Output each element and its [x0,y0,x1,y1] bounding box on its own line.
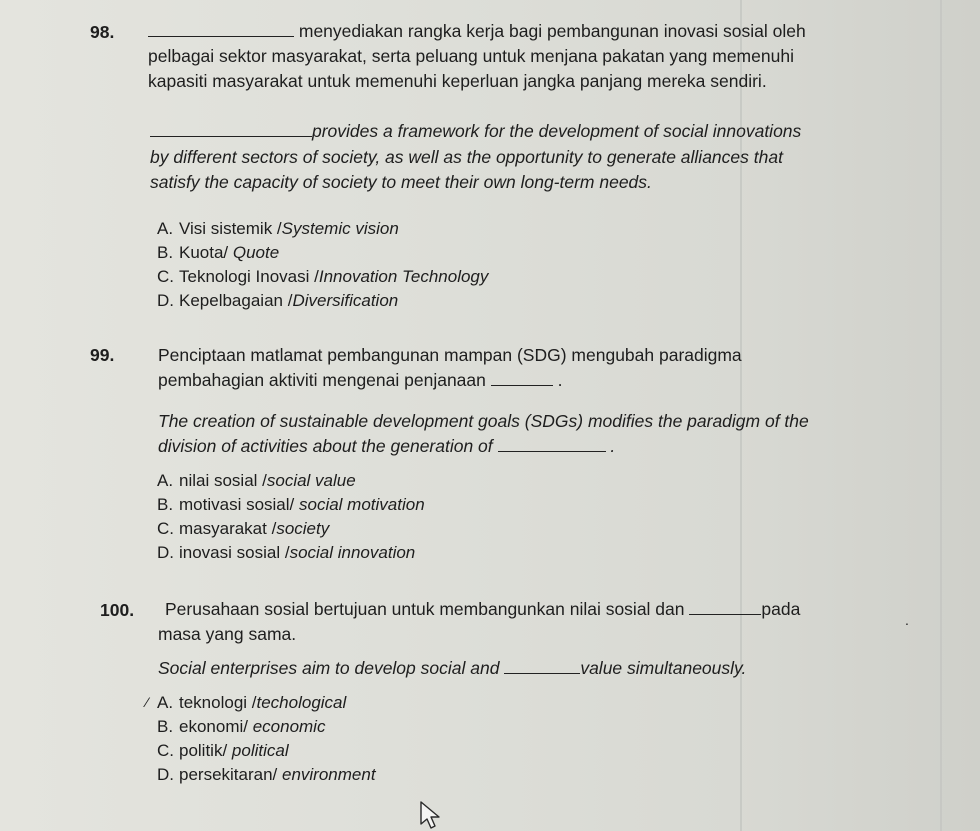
option-d[interactable]: D. Kepelbagaian /Diversification [157,291,399,310]
option-b[interactable]: B. Kuota/ Quote [157,243,280,262]
option-d[interactable]: D. inovasi sosial /social innovation [157,543,416,562]
option-c[interactable]: C. Teknologi Inovasi /Innovation Technology [157,267,489,286]
malay-text: pelbagai sektor masyarakat, serta peluang untuk menjana pakatan yang memenuhi [148,46,794,66]
answer-blank [150,121,312,137]
malay-text: Perusahaan sosial bertujuan untuk membangunkan nilai sosial dan pada [165,599,801,619]
english-text: by different sectors of society, as well as the opportunity to generate alliances that [150,147,783,167]
option-a[interactable]: A. teknologi /techological [157,693,347,712]
answer-blank [491,370,553,386]
answer-blank [689,599,761,615]
cursor-icon [418,800,444,830]
english-text: The creation of sustainable development goals (SDGs) modifies the paradigm of the [158,411,809,431]
malay-text: masa yang sama. [158,624,297,644]
malay-text: pembahagian aktiviti mengenai penjanaan . [158,370,563,390]
answer-blank [504,658,580,674]
english-text: division of activities about the generation of . [158,436,616,456]
option-d[interactable]: D. persekitaran/ environment [157,765,376,784]
english-text: provides a framework for the development of social innovations [150,120,801,142]
pencil-mark: ⁄ [146,694,149,710]
option-a[interactable]: A. Visi sistemik /Systemic vision [157,219,399,238]
answer-blank [148,21,294,37]
option-b[interactable]: B. ekonomi/ economic [157,717,326,736]
malay-text: kapasiti masyarakat untuk memenuhi keperluan jangka panjang mereka sendiri. [148,71,767,91]
english-text: satisfy the capacity of society to meet their own long-term needs. [150,172,652,192]
question-number: 99. [90,345,115,365]
dot-mark: . [905,612,909,628]
answer-blank [498,436,606,452]
malay-text: Penciptaan matlamat pembangunan mampan (SDG) mengubah paradigma [158,345,742,365]
question-number: 98. [90,22,115,42]
malay-text: menyediakan rangka kerja bagi pembangunan inovasi sosial oleh [148,20,806,42]
option-b[interactable]: B. motivasi sosial/ social motivation [157,495,425,514]
english-text: Social enterprises aim to develop social and value simultaneously. [158,658,747,678]
option-c[interactable]: C. politik/ political [157,741,289,760]
paper-edge [940,0,942,831]
option-a[interactable]: A. nilai sosial /social value [157,471,356,490]
option-c[interactable]: C. masyarakat /society [157,519,330,538]
question-number: 100. [100,600,135,620]
